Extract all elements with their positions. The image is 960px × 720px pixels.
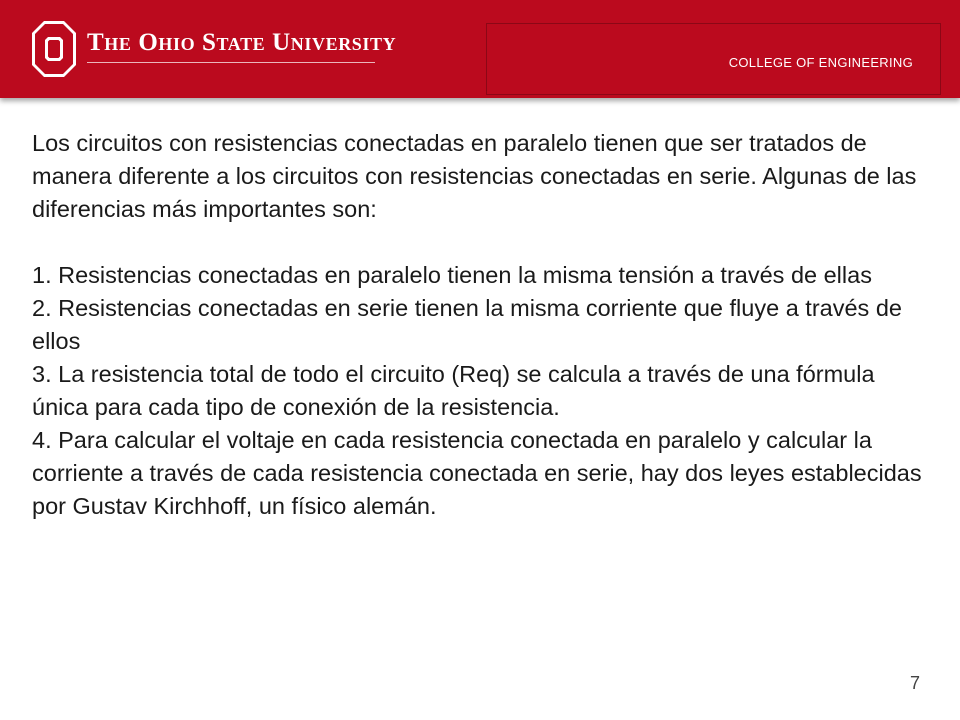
college-label: COLLEGE OF ENGINEERING [728, 55, 913, 70]
university-name: The Ohio State University [87, 29, 397, 56]
point-2: 2. Resistencias conectadas en serie tienen la misma corriente que fluye a través de ellos [32, 295, 902, 354]
slide-body [32, 127, 932, 523]
point-3: 3. La resistencia total de todo el circuito (Req) se calcula a través de una fórmula única para cada tipo de conexión de la resistencia. [32, 361, 875, 420]
point-4: 4. Para calcular el voltaje en cada resistencia conectada en paralelo y calcular la corriente a través de cada resistencia conectada en serie, hay dos leyes establecidas por Gustav Kirchhoff, un físico alemán. [32, 427, 922, 519]
block-o-logo-icon [32, 21, 76, 77]
intro-paragraph: Los circuitos con resistencias conectadas en paralelo tienen que ser tratados de manera diferente a los circuitos con resistencias conectadas en serie. Algunas de las diferencias más importantes son: [32, 130, 917, 222]
paragraph-gap [32, 226, 932, 259]
point-1: 1. Resistencias conectadas en paralelo tienen la misma tensión a través de ellas [32, 262, 872, 288]
college-box [486, 23, 941, 95]
name-underline [87, 62, 375, 63]
header-bar [0, 0, 960, 98]
page-number: 7 [909, 673, 920, 693]
